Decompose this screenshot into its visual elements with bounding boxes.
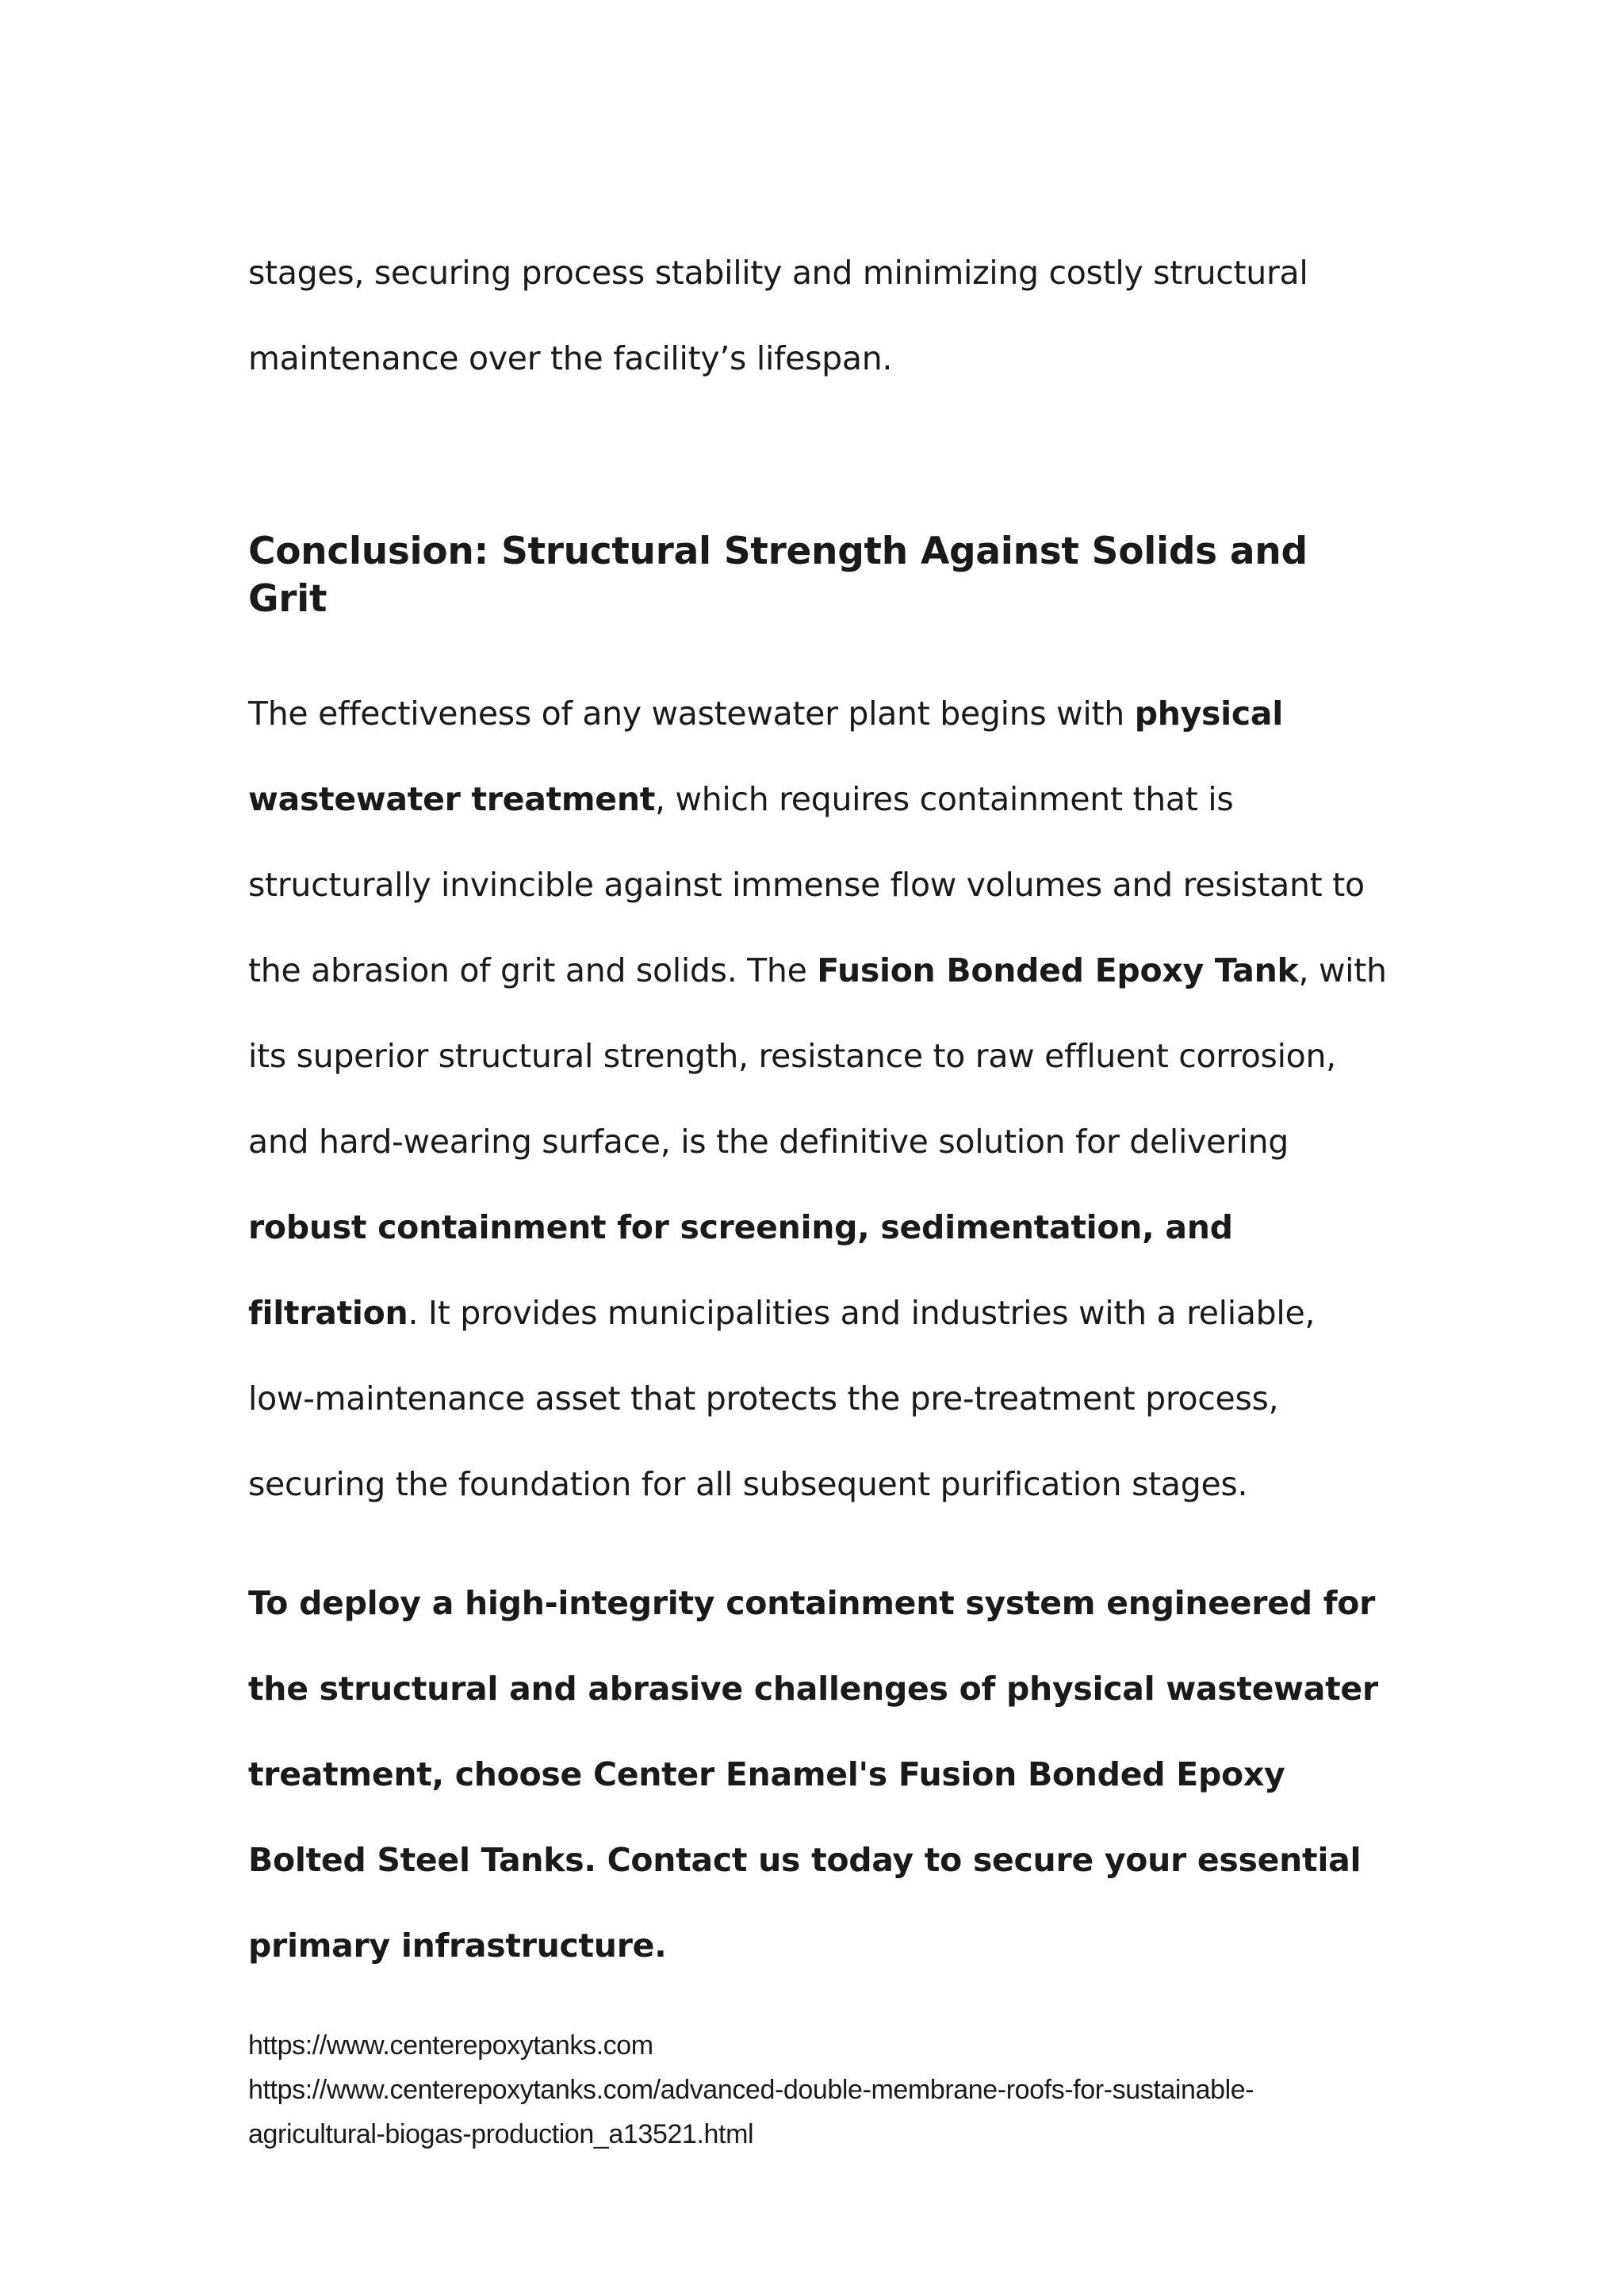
conclusion-paragraph (248, 671, 1390, 1527)
conclusion-text-2: , which requires containment that is structurally invincible against immense flow volumes and resistant to the abrasion of grit and solids. The (248, 780, 1365, 989)
call-to-action-paragraph: To deploy a high-integrity containment system engineered for the structural and abrasive challenges of physical wastewater treatment, choose Center Enamel's Fusion Bonded Epoxy Bolted Steel Tanks. Contact us today to secure your essential primary infrastructure. (248, 1584, 1378, 1965)
conclusion-heading: Conclusion: Structural Strength Against Solids and Grit (248, 530, 1308, 621)
conclusion-text-4: . It provides municipalities and industries with a reliable, low-maintenance asset that protects the pre-treatment process, securing the foundation for all subsequent purification stages. (248, 1294, 1316, 1503)
conclusion-text-1: The effectiveness of any wastewater plant begins with (248, 695, 1135, 733)
article-link-line-2: agricultural-biogas-production_a13521.html (248, 2119, 754, 2149)
article-link-line-1: https://www.centerepoxytanks.com/advanced-double-membrane-roofs-for-sustainable- (248, 2075, 1254, 2105)
article-link[interactable] (248, 2068, 1390, 2156)
bold-fusion-bonded-epoxy-tank: Fusion Bonded Epoxy Tank (817, 951, 1299, 989)
conclusion-text-3: , with its superior structural strength, resistance to raw effluent corrosion, and hard-wearing surface, is the definitive solution for delivering (248, 951, 1387, 1161)
page-content (248, 230, 1390, 2156)
home-link[interactable]: https://www.centerepoxytanks.com (248, 2030, 653, 2061)
reference-links (248, 2023, 1390, 2156)
intro-paragraph: stages, securing process stability and minimizing costly structural maintenance over the facility’s lifespan. (248, 254, 1308, 377)
bold-robust-containment: robust containment for screening, sedimentation, and filtration (248, 1208, 1233, 1332)
bold-physical-wastewater-treatment: physical wastewater treatment (248, 695, 1284, 818)
